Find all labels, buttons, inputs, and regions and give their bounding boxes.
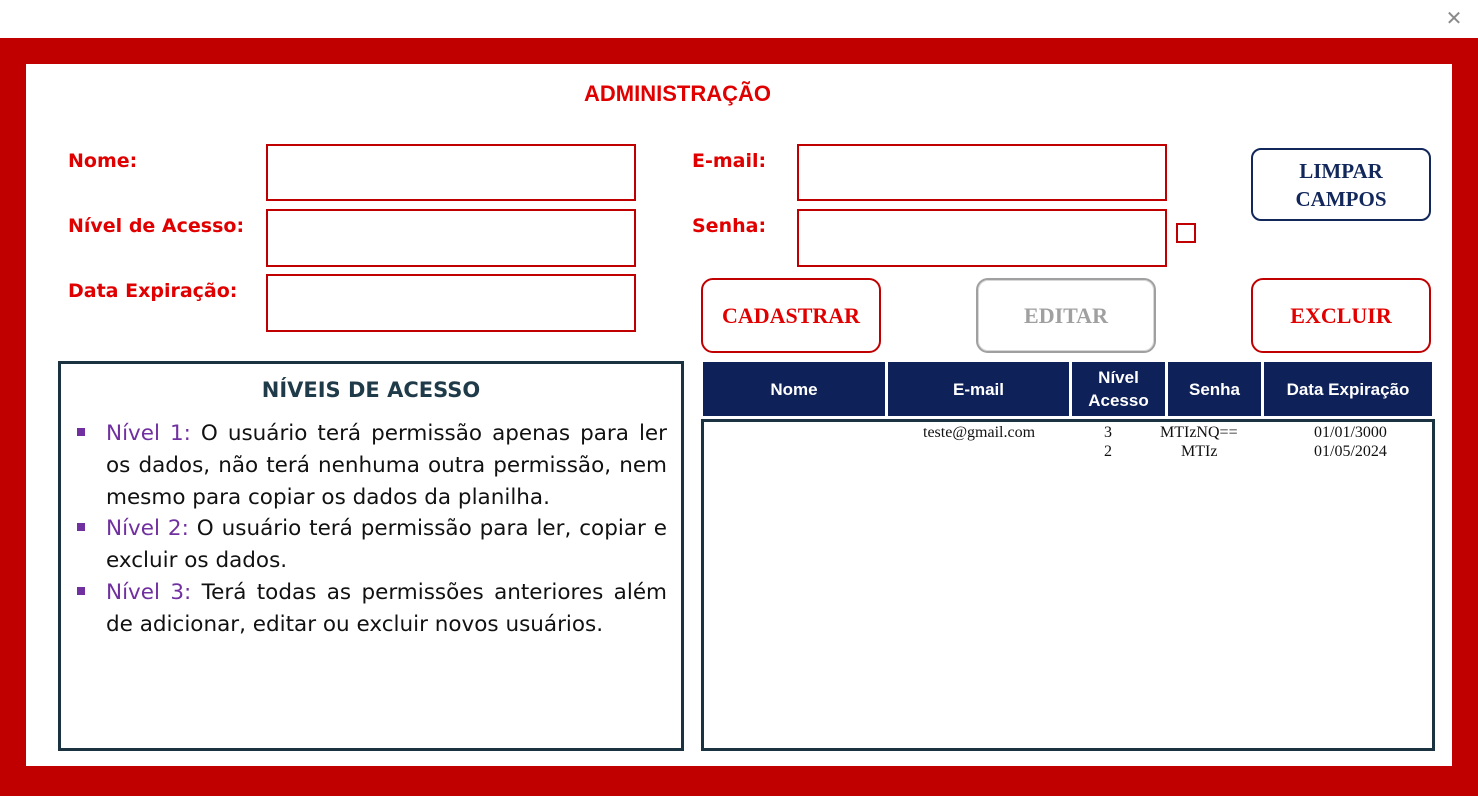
nivel-header-line1: Nível bbox=[1098, 368, 1139, 387]
access-levels-panel bbox=[58, 361, 684, 751]
limpar-campos-label-line2: CAMPOS bbox=[1295, 186, 1387, 211]
data-expiracao-input[interactable] bbox=[266, 274, 636, 332]
senha-input[interactable] bbox=[797, 209, 1167, 267]
nivel-acesso-label: Nível de Acesso: bbox=[68, 215, 245, 237]
access-levels-list bbox=[77, 418, 667, 641]
nome-label: Nome: bbox=[68, 150, 138, 172]
square-bullet-icon bbox=[77, 523, 85, 531]
row-nivel: 2 bbox=[1104, 443, 1112, 460]
list-item bbox=[77, 577, 667, 641]
nivel-acesso-input[interactable] bbox=[266, 209, 636, 267]
column-header-email[interactable]: E-mail bbox=[888, 362, 1069, 416]
level-description: O usuário terá permissão para ler, copiar e excluir os dados. bbox=[106, 516, 667, 574]
column-header-data-expiracao[interactable]: Data Expiração bbox=[1264, 362, 1432, 416]
row-email: teste@gmail.com bbox=[923, 424, 1036, 441]
column-header-nome[interactable]: Nome bbox=[703, 362, 885, 416]
level-description: O usuário terá permissão apenas para ler os dados, não terá nenhuma outra permissão, nem mesmo para copiar os dados da planilha. bbox=[106, 421, 667, 510]
row-data: 01/05/2024 bbox=[1314, 443, 1387, 460]
cadastrar-button[interactable]: CADASTRAR bbox=[701, 278, 881, 353]
limpar-campos-button[interactable] bbox=[1251, 148, 1431, 221]
level-name: Nível 1: bbox=[106, 421, 191, 446]
row-data: 01/01/3000 bbox=[1314, 424, 1387, 441]
list-item bbox=[77, 513, 667, 577]
show-password-checkbox[interactable] bbox=[1176, 223, 1196, 243]
level-name: Nível 2: bbox=[106, 516, 189, 542]
excluir-button[interactable]: EXCLUIR bbox=[1251, 278, 1431, 353]
page-title: ADMINISTRAÇÃO bbox=[584, 81, 771, 106]
data-expiracao-label: Data Expiração: bbox=[68, 280, 238, 302]
access-levels-title: NÍVEIS DE ACESSO bbox=[261, 378, 481, 402]
level-name: Nível 3: bbox=[106, 579, 192, 605]
editar-button[interactable]: EDITAR bbox=[976, 278, 1156, 353]
row-senha: MTIzNQ== bbox=[1160, 424, 1238, 441]
close-icon[interactable]: ✕ bbox=[1445, 6, 1463, 30]
square-bullet-icon bbox=[77, 587, 85, 595]
column-header-senha[interactable]: Senha bbox=[1168, 362, 1261, 416]
row-nivel: 3 bbox=[1104, 424, 1112, 441]
row-senha: MTIz bbox=[1181, 443, 1218, 460]
square-bullet-icon bbox=[77, 428, 85, 436]
limpar-campos-label-line1: LIMPAR bbox=[1299, 158, 1383, 183]
email-input[interactable] bbox=[797, 144, 1167, 201]
users-list[interactable] bbox=[701, 419, 1435, 751]
senha-label: Senha: bbox=[692, 215, 767, 237]
email-label: E-mail: bbox=[692, 150, 767, 172]
column-header-nivel-acesso[interactable] bbox=[1072, 362, 1165, 416]
nome-input[interactable] bbox=[266, 144, 636, 201]
window-titlebar bbox=[0, 0, 1478, 38]
nivel-header-line2: Acesso bbox=[1088, 391, 1149, 410]
list-item bbox=[77, 418, 667, 513]
level-description: Terá todas as permissões anteriores além de adicionar, editar ou excluir novos usuários. bbox=[106, 579, 667, 637]
